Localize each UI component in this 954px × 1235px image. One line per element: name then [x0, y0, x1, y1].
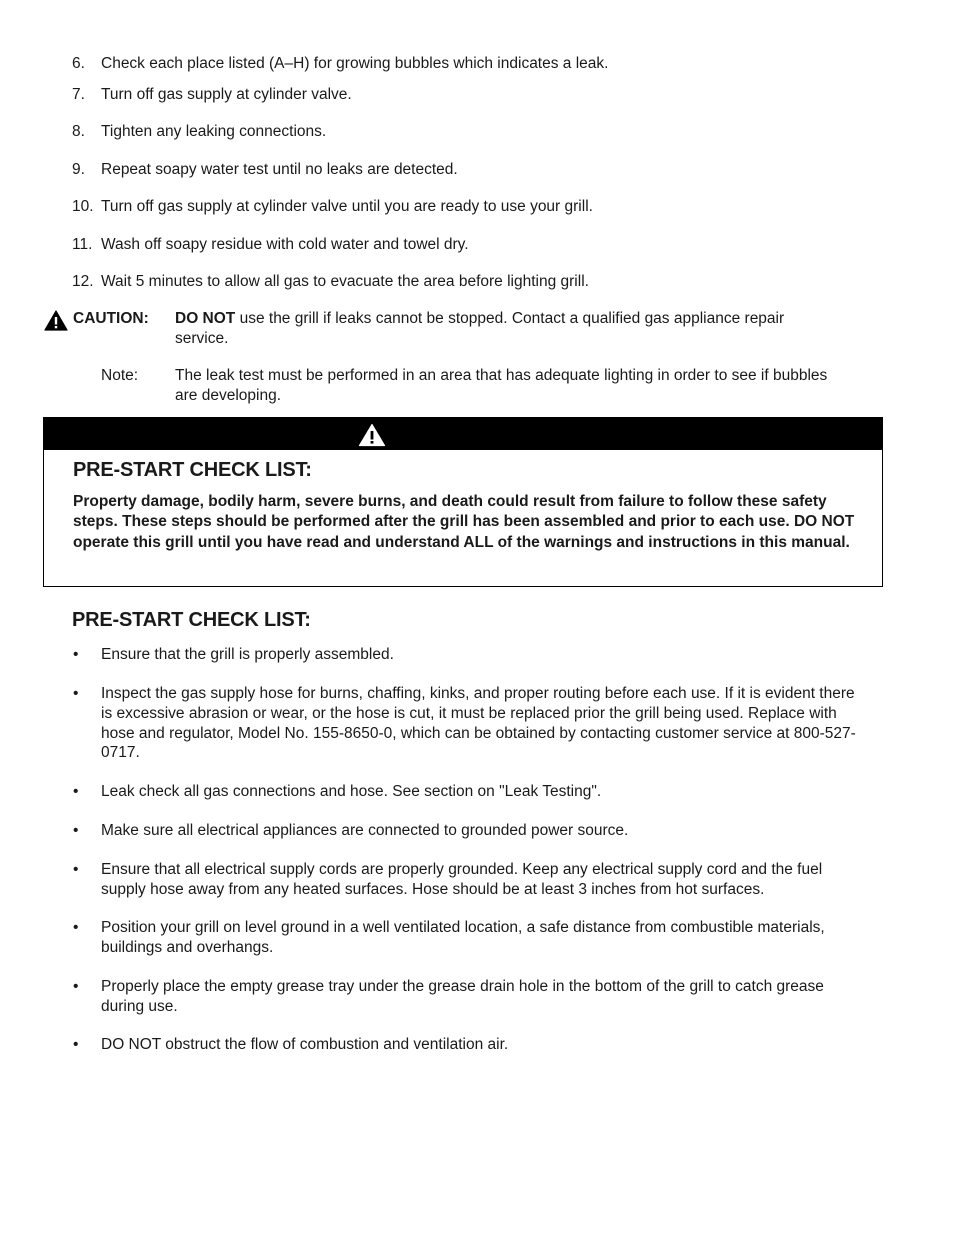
- step-text: Check each place listed (A–H) for growing bubbles which indicates a leak.: [101, 55, 609, 72]
- list-item-text: Inspect the gas supply hose for burns, chaffing, kinks, and proper routing before each use. If it is evident there is excessive abrasion or wear, or the hose is cut, it must be replaced prior the grill being used. Replace with hose and regulator, Model No. 155-8650-0, which can be obtained by contacting customer service at 800-527-0717.: [101, 685, 856, 762]
- warning-title: PRE-START CHECK LIST:: [73, 459, 312, 481]
- bullet-marker: •: [73, 978, 79, 995]
- list-item: [72, 684, 862, 763]
- list-item: [72, 918, 862, 958]
- step-number: 9.: [72, 161, 85, 178]
- bullet-marker: •: [73, 646, 79, 663]
- list-item: [72, 860, 862, 900]
- step-item: [72, 197, 872, 217]
- list-item-text: Make sure all electrical appliances are connected to grounded power source.: [101, 822, 629, 839]
- step-text: Turn off gas supply at cylinder valve until you are ready to use your grill.: [101, 198, 593, 215]
- bullet-marker: •: [73, 861, 79, 878]
- warning-box: [43, 417, 883, 587]
- warning-triangle-icon: [44, 310, 68, 331]
- bullet-marker: •: [73, 783, 79, 800]
- step-text: Repeat soapy water test until no leaks are detected.: [101, 161, 458, 178]
- caution-body: use the grill if leaks cannot be stopped. Contact a qualified gas appliance repair service.: [175, 310, 785, 347]
- note-label: Note:: [101, 367, 139, 384]
- bullet-marker: •: [73, 919, 79, 936]
- list-item: [72, 645, 862, 665]
- list-item-text: Ensure that the grill is properly assembled.: [101, 646, 394, 663]
- step-text: Turn off gas supply at cylinder valve.: [101, 86, 352, 103]
- list-item-text: DO NOT obstruct the flow of combustion and ventilation air.: [101, 1036, 509, 1053]
- step-item: [72, 160, 872, 180]
- list-item: [72, 977, 862, 1017]
- step-item: [72, 235, 872, 255]
- section-title: PRE-START CHECK LIST:: [72, 609, 311, 631]
- list-item: [72, 1035, 862, 1055]
- step-number: 7.: [72, 86, 85, 103]
- step-item: [72, 272, 872, 292]
- warning-triangle-icon: [358, 423, 386, 447]
- step-text: Tighten any leaking connections.: [101, 123, 327, 140]
- step-item: [72, 54, 872, 74]
- list-item-text: Position your grill on level ground in a well ventilated location, a safe distance from combustible materials, buildings and overhangs.: [101, 919, 825, 956]
- warning-body: Property damage, bodily harm, severe burns, and death could result from failure to follow these safety steps. These steps should be performed after the grill has been assembled and prior to each use. DO NOT operate this grill until you have read and understand ALL of the warnings and instructions in this manual.: [73, 493, 855, 551]
- step-text: Wash off soapy residue with cold water and towel dry.: [101, 236, 469, 253]
- bullet-marker: •: [73, 685, 79, 702]
- step-item: [72, 85, 872, 105]
- list-item-text: Properly place the empty grease tray under the grease drain hole in the bottom of the grill to catch grease during use.: [101, 978, 824, 1015]
- caution-emphasis: DO NOT: [175, 310, 236, 327]
- step-number: 10.: [72, 198, 94, 215]
- list-item-text: Ensure that all electrical supply cords are properly grounded. Keep any electrical supply cord and the fuel supply hose away from any heated surfaces. Hose should be at least 3 inches from hot surfaces.: [101, 861, 823, 898]
- step-number: 6.: [72, 55, 85, 72]
- list-item: [72, 821, 862, 841]
- step-text: Wait 5 minutes to allow all gas to evacuate the area before lighting grill.: [101, 273, 589, 290]
- caution-block: [44, 309, 824, 349]
- step-number: 12.: [72, 273, 94, 290]
- step-number: 8.: [72, 123, 85, 140]
- list-item-text: Leak check all gas connections and hose. See section on "Leak Testing".: [101, 783, 602, 800]
- caution-label: CAUTION:: [73, 310, 149, 327]
- bullet-marker: •: [73, 1036, 79, 1053]
- step-number: 11.: [72, 236, 93, 253]
- list-item: [72, 782, 862, 802]
- note-text: The leak test must be performed in an area that has adequate lighting in order to see if bubbles are developing.: [175, 367, 828, 404]
- warning-header-bar: [44, 418, 882, 450]
- caution-text: [175, 309, 815, 349]
- step-item: [72, 122, 872, 142]
- bullet-marker: •: [73, 822, 79, 839]
